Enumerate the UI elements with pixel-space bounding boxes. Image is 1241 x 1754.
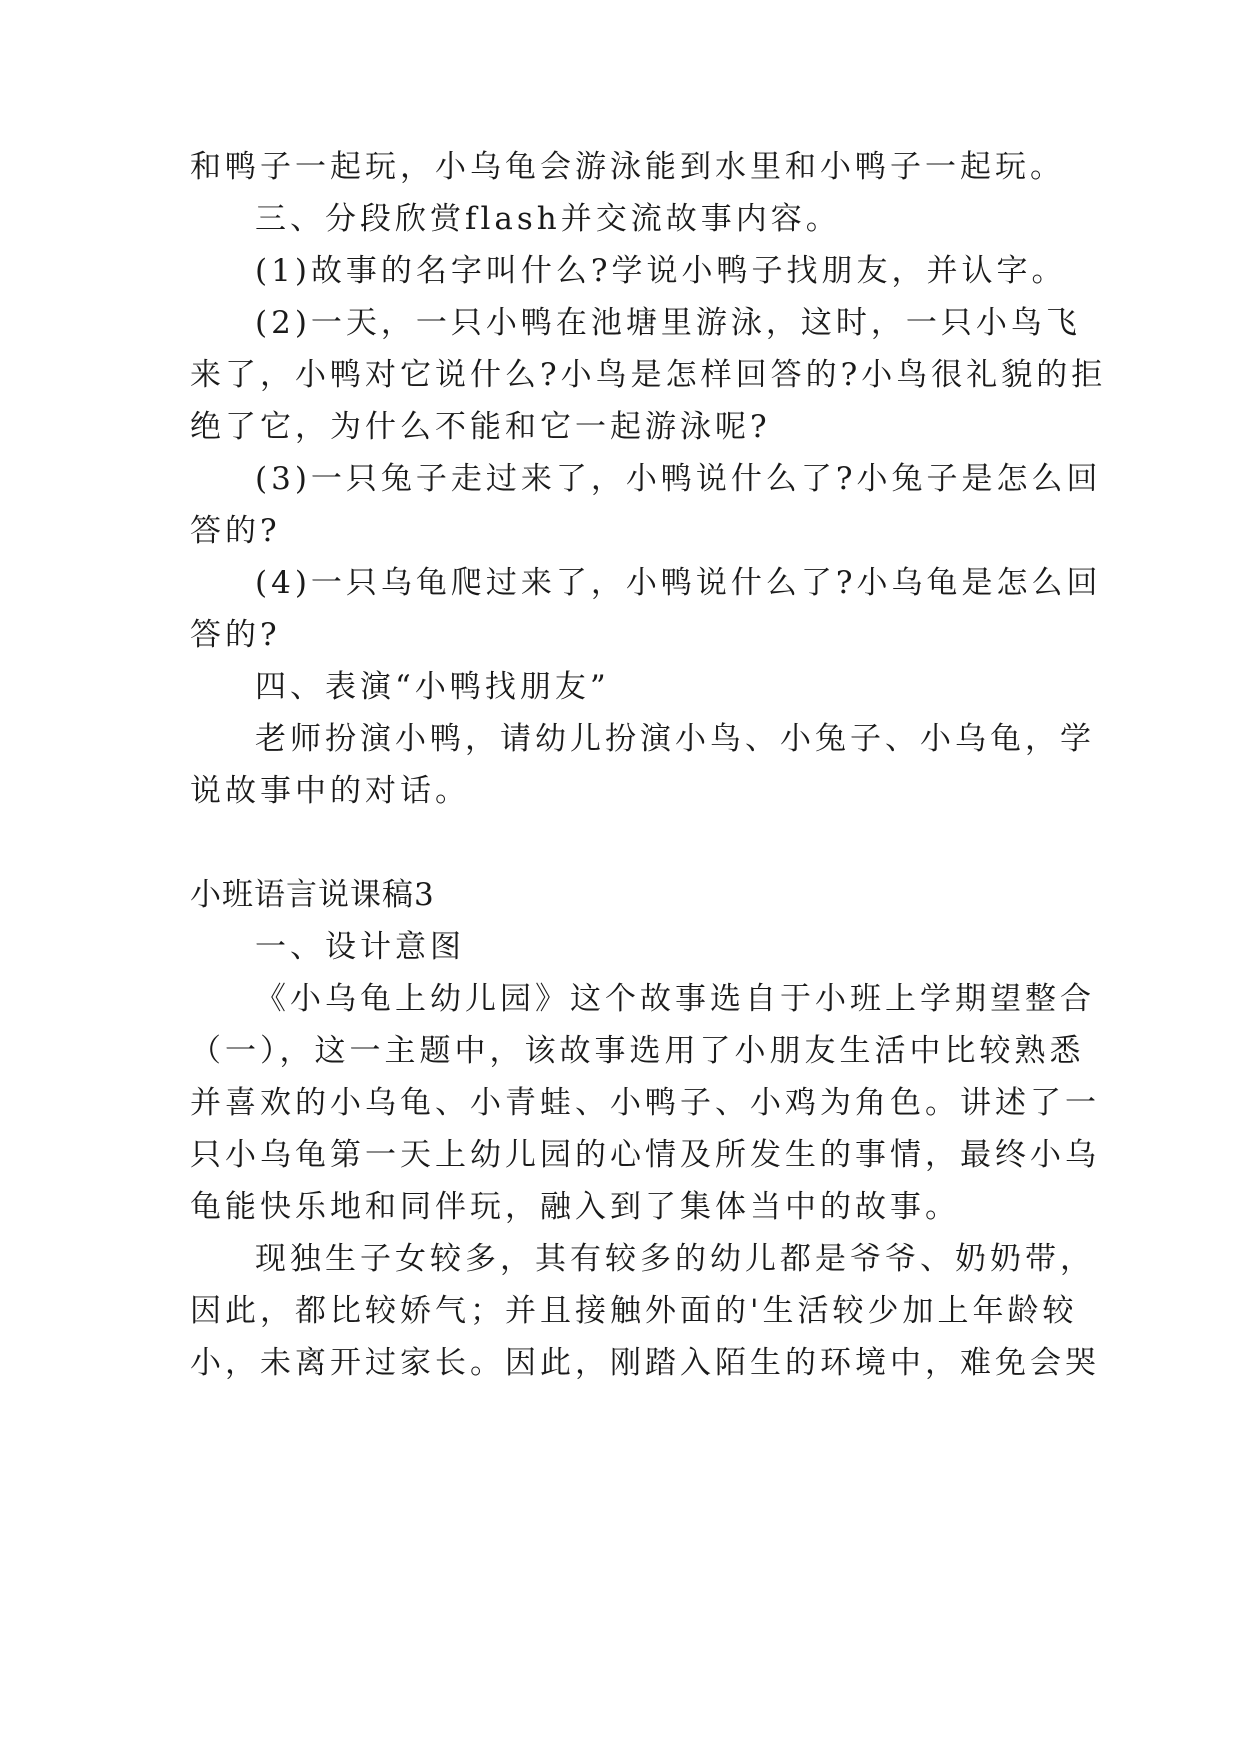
text-line: (4)一只乌龟爬过来了，小鸭说什么了?小乌龟是怎么回 (255, 565, 1102, 601)
text-line: 并喜欢的小乌龟、小青蛙、小鸭子、小鸡为角色。讲述了一 (190, 1085, 1100, 1121)
section-heading: 一、设计意图 (255, 929, 465, 965)
text-line: 绝了它，为什么不能和它一起游泳呢? (190, 409, 771, 445)
document-title: 小班语言说课稿3 (190, 877, 435, 913)
text-line: （一），这一主题中，该故事选用了小朋友生活中比较熟悉 (190, 1033, 1085, 1069)
text-line: 现独生子女较多，其有较多的幼儿都是爷爷、奶奶带， (255, 1241, 1095, 1277)
text-line: 只小乌龟第一天上幼儿园的心情及所发生的事情，最终小乌 (190, 1137, 1100, 1173)
text-line: 因此，都比较娇气；并且接触外面的'生活较少加上年龄较 (190, 1293, 1078, 1329)
section-heading: 三、分段欣赏flash并交流故事内容。 (255, 201, 841, 237)
text-line: 小，未离开过家长。因此，刚踏入陌生的环境中，难免会哭 (190, 1345, 1100, 1381)
text-line: 和鸭子一起玩，小乌龟会游泳能到水里和小鸭子一起玩。 (190, 149, 1065, 185)
text-line: (2)一天，一只小鸭在池塘里游泳，这时，一只小鸟飞 (255, 305, 1081, 341)
text-line: 答的? (190, 617, 281, 653)
text-line: (1)故事的名字叫什么?学说小鸭子找朋友，并认字。 (255, 253, 1067, 289)
text-line: (3)一只兔子走过来了，小鸭说什么了?小兔子是怎么回 (255, 461, 1102, 497)
section-heading: 四、表演“小鸭找朋友” (255, 669, 610, 705)
text-line: 来了，小鸭对它说什么?小鸟是怎样回答的?小鸟很礼貌的拒 (190, 357, 1107, 393)
text-line: 答的? (190, 513, 281, 549)
text-line: 《小乌龟上幼儿园》这个故事选自于小班上学期望整合 (255, 981, 1095, 1017)
text-line: 说故事中的对话。 (190, 773, 470, 809)
text-line: 老师扮演小鸭，请幼儿扮演小鸟、小兔子、小乌龟，学 (255, 721, 1095, 757)
text-line: 龟能快乐地和同伴玩，融入到了集体当中的故事。 (190, 1189, 960, 1225)
